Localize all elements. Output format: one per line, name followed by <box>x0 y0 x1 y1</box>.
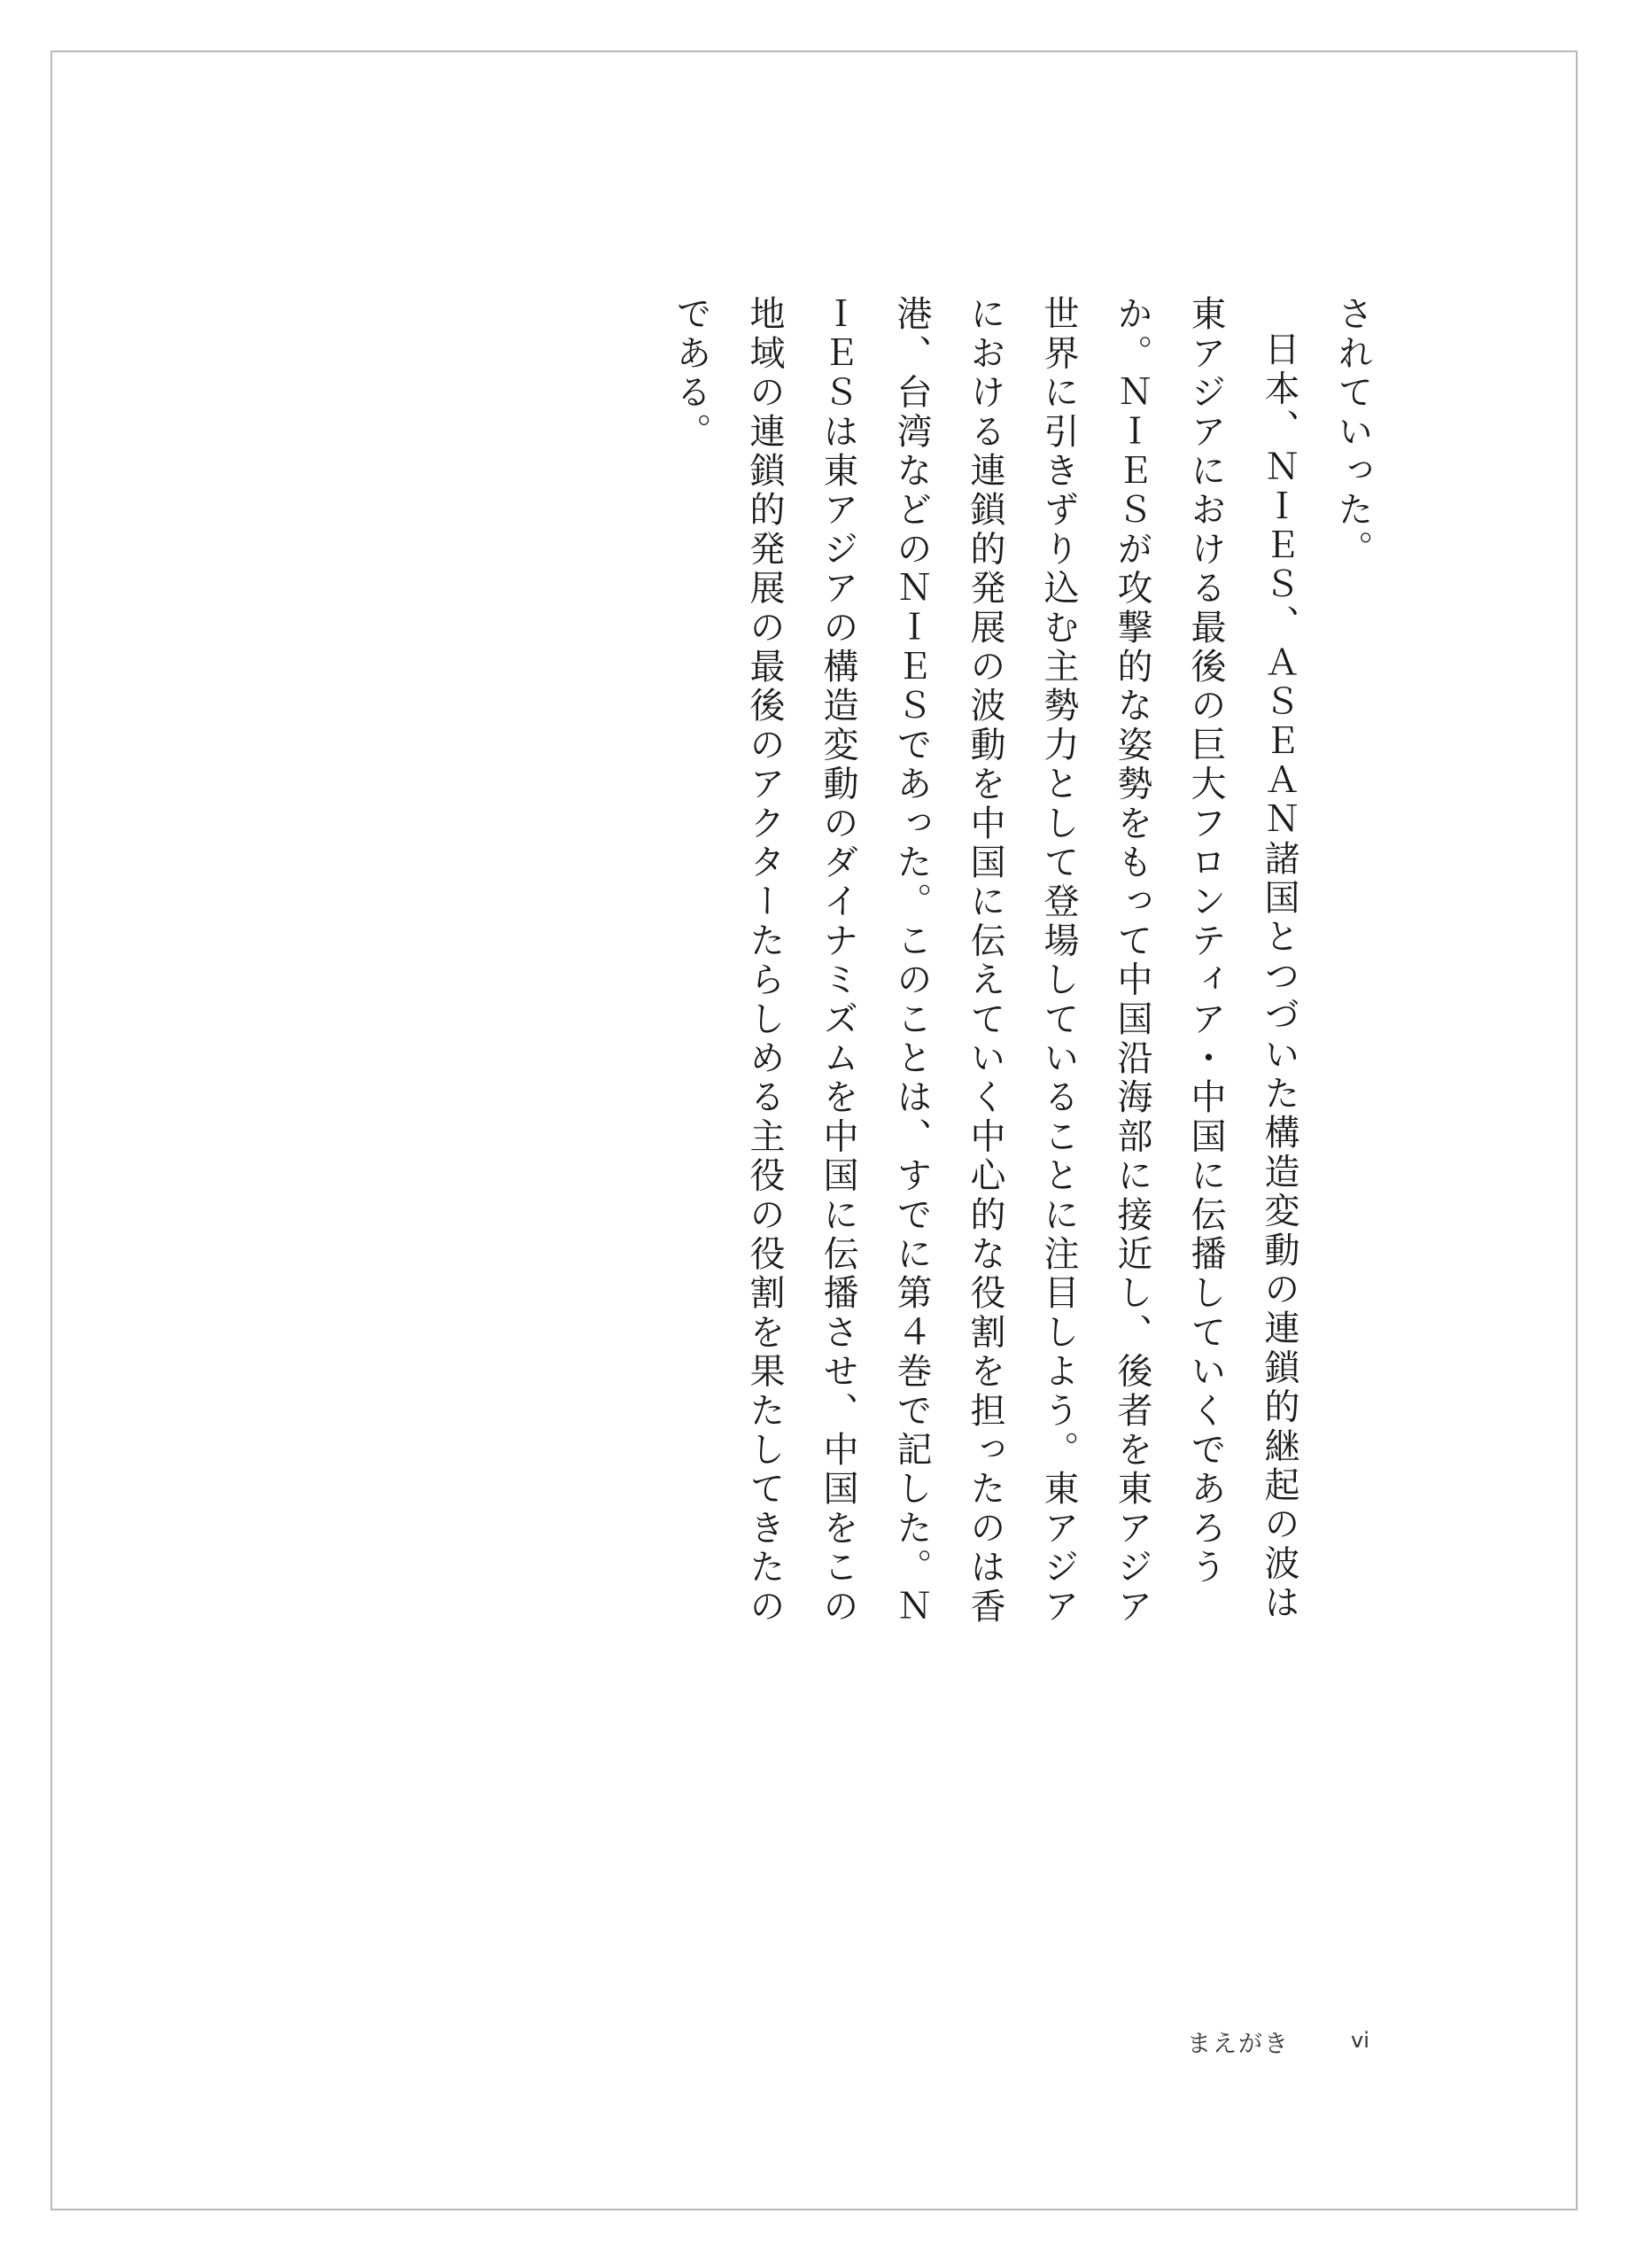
body-text <box>654 295 1389 1642</box>
page-number: vi <box>1351 2028 1369 2053</box>
paragraph-continuation: されていった。 <box>1332 295 1373 570</box>
running-footer-section-title: まえがき <box>1187 2031 1290 2058</box>
paragraph-main: 日本、ＮＩＥＳ、ＡＳＥＡＮ諸国とつづいた構造変動の連鎖的継起の波は東アジアにおける最後の巨大フロンティア・中国に伝播していくであろうか。ＮＩＥＳが攻撃的な姿勢をもって中国沿海部に接近し、後者を東アジア世界に引きずり込む主勢力として登場していることに注目しよう。東アジアにおける連鎖的発展の波動を中国に伝えていく中心的な役割を担ったのは香港、台湾などのＮＩＥＳであった。このことは、すでに第４巻で記した。ＮＩＥＳは東アジアの構造変動のダイナミズムを中国に伝播させ、中国をこの地域の連鎖的発展の最後のアクターたらしめる主役の役割を果たしてきたのである。 <box>671 295 1299 1627</box>
